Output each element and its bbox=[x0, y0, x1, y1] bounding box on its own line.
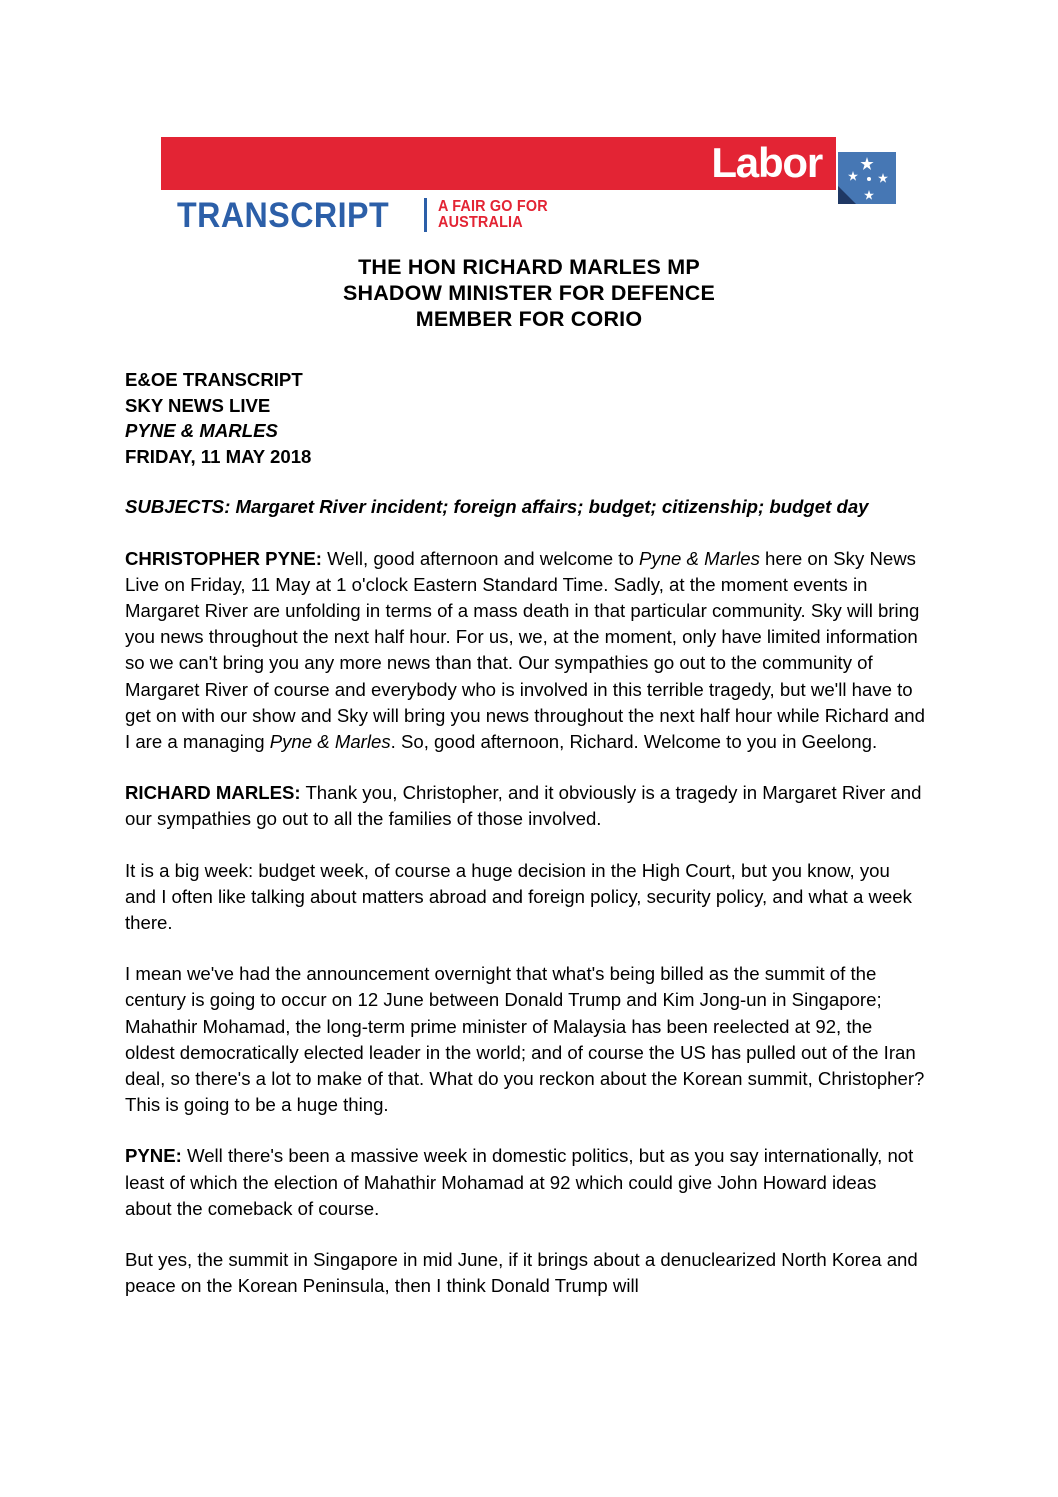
speaker-label-richard-marles: RICHARD MARLES: bbox=[125, 782, 301, 804]
title-line-1: THE HON RICHARD MARLES MP bbox=[358, 255, 700, 279]
tagline-line-2: AUSTRALIA bbox=[437, 214, 523, 231]
labor-southern-cross-flag-icon bbox=[838, 152, 896, 204]
paragraph-singapore-summit: But yes, the summit in Singapore in mid June, if it brings about a denuclearized North Korea and peace on the Korean Peninsula, then I think Donald Trump will bbox=[125, 1249, 918, 1297]
document-body bbox=[125, 367, 925, 1299]
program-title-mention: Pyne & Marles bbox=[269, 731, 391, 752]
transcript-wordmark: TRANSCRIPT bbox=[177, 195, 390, 235]
paragraph-pyne-domestic bbox=[125, 1118, 925, 1222]
paragraph-text: Well there's been a massive week in domestic politics, but as you say internationally, not least of which the election of Mahathir Mohamad at 92 which could give John Howard ideas about the comeback of course. bbox=[125, 1145, 914, 1219]
paragraph-text: . So, good afternoon, Richard. Welcome to you in Geelong. bbox=[390, 731, 878, 752]
paragraph-text: Well, good afternoon and welcome to bbox=[322, 547, 639, 569]
title-line-3: MEMBER FOR CORIO bbox=[415, 307, 643, 331]
paragraph-marles-reply bbox=[125, 755, 925, 832]
tagline-line-1: A FAIR GO FOR bbox=[437, 198, 548, 215]
labor-wordmark: Labor bbox=[711, 138, 822, 186]
letterhead bbox=[161, 137, 897, 237]
paragraph-text: Thank you, Christopher, and it obviously is a tragedy in Margaret River and our sympathies go out to all the families of those involved. bbox=[125, 782, 922, 830]
meta-line-program: PYNE & MARLES bbox=[125, 420, 278, 442]
speaker-label-pyne: PYNE: bbox=[125, 1145, 182, 1167]
red-banner-bar bbox=[161, 137, 836, 190]
subjects-line: SUBJECTS: Margaret River incident; foreign affairs; budget; citizenship; budget day bbox=[125, 496, 869, 518]
meta-line-network: SKY NEWS LIVE bbox=[125, 394, 271, 416]
meta-line-date: FRIDAY, 11 MAY 2018 bbox=[125, 445, 312, 467]
transcript-logo bbox=[177, 194, 560, 236]
logo-divider bbox=[424, 198, 427, 232]
speaker-label-christopher-pyne: CHRISTOPHER PYNE: bbox=[125, 547, 322, 569]
paragraph-summit-announcement: I mean we've had the announcement overnight that what's being billed as the summit of the century is going to occur on 12 June between Donald Trump and Kim Jong-un in Singapore; Mahathir Mohamad, the long-term prime minister of Malaysia has been reelected at 92, the oldest democratically elected leader in the world; and of course the US has pulled out of the Iran deal, so there's a lot to make of that. What do you reckon about the Korean summit, Christopher? This is going to be a huge thing. bbox=[125, 963, 925, 1116]
transcript-meta-block bbox=[125, 367, 925, 469]
meta-line-eoe: E&OE TRANSCRIPT bbox=[125, 369, 303, 390]
title-line-2: SHADOW MINISTER FOR DEFENCE bbox=[342, 281, 716, 305]
paragraph-pyne-opening bbox=[125, 521, 925, 756]
paragraph-text: here on Sky News Live on Friday, 11 May at 1 o'clock Eastern Standard Time. Sadly, at the moment events in Margaret River are unfolding in terms of a mass death in that particular community. Sky will bring you news throughout the next half hour. For us, we, at the moment, only have limited information so we can't bring you any more news than that. Our sympathies go out to the community of Margaret River of course and everybody who is involved in this terrible tragedy, but we'll have to get on with our show and Sky will bring you news throughout the next half hour while Richard and I are a managing bbox=[125, 547, 925, 752]
page-title bbox=[0, 254, 1058, 332]
paragraph-big-week: It is a big week: budget week, of course a huge decision in the High Court, but you know, you and I often like talking about matters abroad and foreign policy, security policy, and what a week there. bbox=[125, 859, 912, 934]
tagline-block bbox=[438, 199, 560, 231]
program-title-mention: Pyne & Marles bbox=[638, 547, 760, 569]
